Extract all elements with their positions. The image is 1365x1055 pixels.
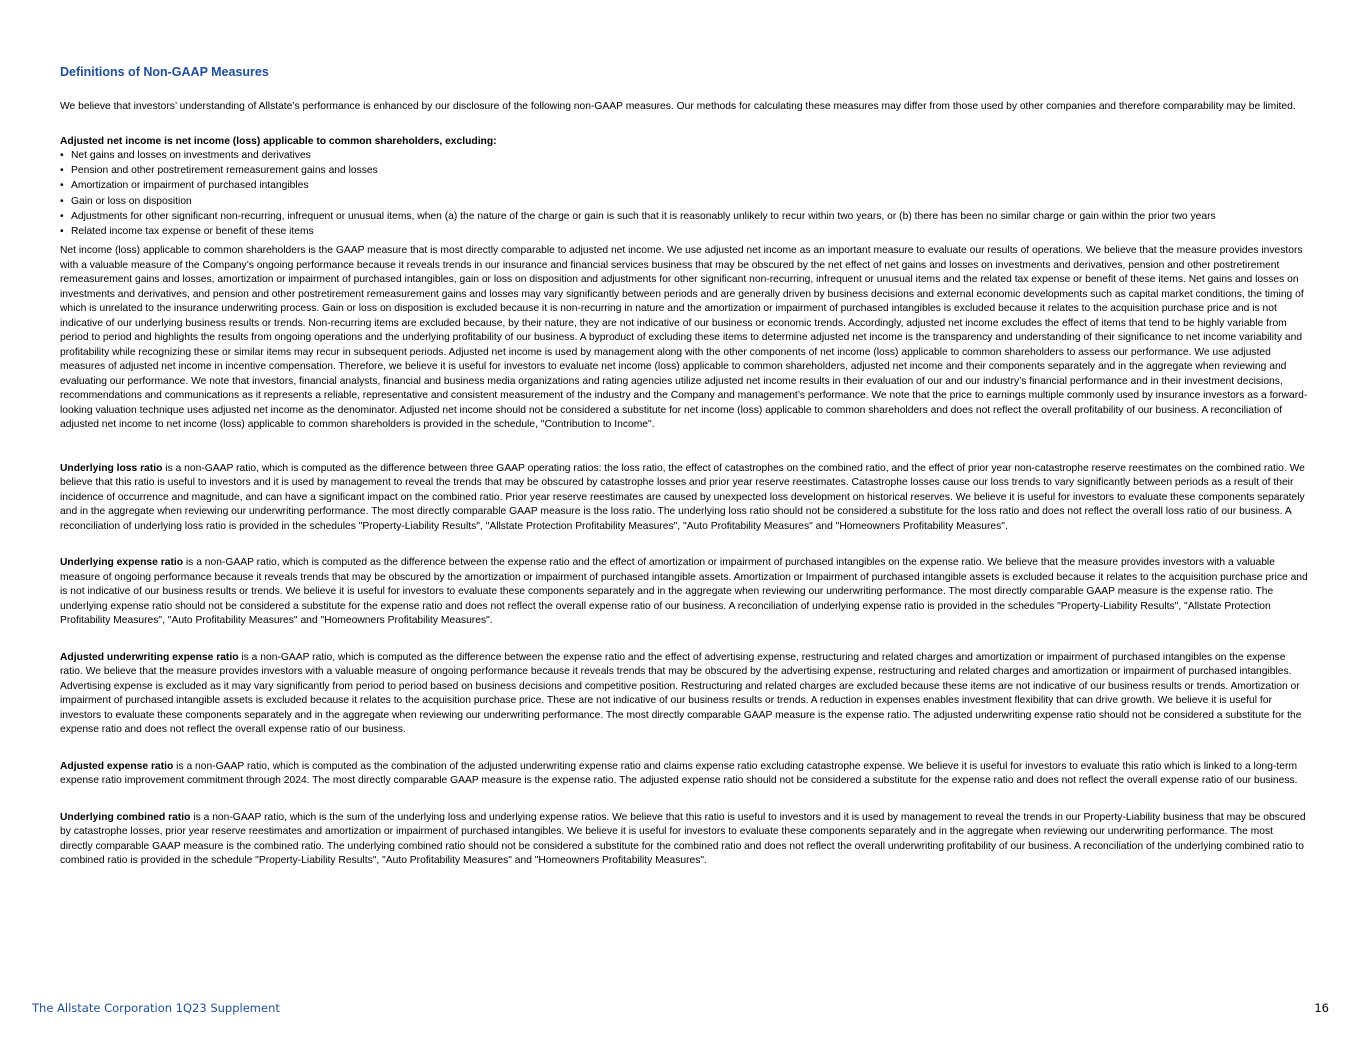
term-label: Adjusted underwriting expense ratio	[60, 651, 239, 663]
list-item: • Related income tax expense or benefit of these items	[60, 225, 1308, 240]
list-item: • Net gains and losses on investments and derivatives	[60, 149, 1308, 164]
document-body	[60, 64, 1308, 891]
page-title: Definitions of Non-GAAP Measures	[60, 65, 269, 79]
adjusted-expense-ratio-paragraph: Adjusted expense ratio is a non-GAAP ratio, which is computed as the combination of the adjusted underwriting expense ratio and claims expense ratio excluding catastrophe expense. We believe it is useful for investors to evaluate this ratio which is linked to a long-term expense ratio improvement commitment through 2024. The most directly comparable GAAP measure is the expense ratio. The adjusted expense ratio should not be considered a substitute for the expense ratio and does not reflect the overall expense ratio of our business.	[60, 760, 1298, 787]
list-item: • Amortization or impairment of purchased intangibles	[60, 179, 1308, 194]
page-number: 16	[1314, 1001, 1329, 1015]
term-label: Adjusted expense ratio	[60, 760, 174, 772]
term-label: Underlying combined ratio	[60, 811, 191, 823]
adjusted-net-income-paragraph: Net income (loss) applicable to common shareholders is the GAAP measure that is most directly comparable to adjusted net income. We use adjusted net income as an important measure to evaluate our results of operations. We believe that the measure provides investors with a valuable measure of the Company’s ongoing performance because it reveals trends in our insurance and financial services business that may be obscured by the net effect of net gains and losses on investments and derivatives, pension and other postretirement remeasurement gains and losses, amortization or impairment of purchased intangibles, gain or loss on disposition and adjustments for other significant non-recurring, infrequent or unusual items and the related tax expense or benefit of these items. Net gains and losses on investments and derivatives, and pension and other postretirement remeasurement gains and losses may vary significantly between periods and are generally driven by business decisions and external economic developments such as capital market conditions, the timing of which is unrelated to the insurance underwriting process. Gain or loss on disposition is excluded because it is non-recurring in nature and the amortization or impairment of purchased intangibles is excluded because it relates to the acquisition purchase price and is not indicative of our underlying business results or trends. Non-recurring items are excluded because, by their nature, they are not indicative of our business or economic trends. Accordingly, adjusted net income excludes the effect of items that tend to be highly variable from period to period and highlights the results from ongoing operations and the underlying profitability of our business. A byproduct of excluding these items to determine adjusted net income is the transparency and understanding of their significance to net income variability and profitability while recognizing these or similar items may recur in subsequent periods. Adjusted net income is used by management along with the other components of net income (loss) applicable to common shareholders to assess our performance. We use adjusted measures of adjusted net income in incentive compensation. Therefore, we believe it is useful for investors to evaluate net income (loss) applicable to common shareholders, adjusted net income and their components separately and in the aggregate when reviewing and evaluating our performance. We note that investors, financial analysts, financial and business media organizations and rating agencies utilize adjusted net income results in their evaluation of our and our industry’s financial performance and in their investment decisions, recommendations and communications as it represents a reliable, representative and consistent measurement of the industry and the Company and management’s performance. We note that the price to earnings multiple commonly used by insurance investors as a forward-looking valuation technique uses adjusted net income as the denominator. Adjusted net income should not be considered a substitute for net income (loss) applicable to common shareholders and does not reflect the overall profitability of our business. A reconciliation of adjusted net income to net income (loss) applicable to common shareholders is provided in the schedule, "Contribution to Income".	[60, 245, 1308, 431]
adjusted-net-income-exclusions-list	[60, 149, 1308, 239]
footer-document-title: The Allstate Corporation 1Q23 Supplement	[32, 1001, 280, 1015]
bullet-icon: •	[60, 165, 64, 177]
list-item: • Gain or loss on disposition	[60, 195, 1308, 210]
list-item: • Pension and other postretirement remeasurement gains and losses	[60, 164, 1308, 179]
adjusted-underwriting-expense-ratio-paragraph: Adjusted underwriting expense ratio is a non-GAAP ratio, which is computed as the difference between the expense ratio and the effect of advertising expense, restructuring and related charges and amortization or impairment of purchased intangibles on the expense ratio. We believe that the measure provides investors with a valuable measure of ongoing performance because it reveals trends that may be obscured by the advertising expense, restructuring and related charges and amortization or impairment of purchased intangibles. Advertising expense is excluded as it may vary significantly from period to period based on business decisions and competitive position. Restructuring and related charges are excluded because these items are not indicative of our business results or trends. Amortization or impairment of purchased intangible assets is excluded because it relates to the acquisition purchase price. These are not indicative of our business results or trends. A reduction in expenses enables investment flexibility that can drive growth. We believe it is useful for investors to evaluate these components separately and in the aggregate when reviewing our underwriting performance. The most directly comparable GAAP measure is the expense ratio. The adjusted underwriting expense ratio should not be considered a substitute for the expense ratio and does not reflect the overall expense ratio of our business.	[60, 651, 1302, 736]
underlying-loss-ratio-paragraph: Underlying loss ratio is a non-GAAP ratio, which is computed as the difference between three GAAP operating ratios: the loss ratio, the effect of catastrophes on the combined ratio, and the effect of prior year non-catastrophe reserve reestimates on the combined ratio. We believe that this ratio is useful to investors and it is used by management to reveal the trends that may be obscured by catastrophe losses and prior year reserve reestimates. Catastrophe losses cause our loss trends to vary significantly between periods as a result of their incidence of occurrence and magnitude, and can have a significant impact on the combined ratio. Prior year reserve reestimates are caused by unexpected loss development on historical reserves. We believe it is useful for investors to evaluate these components separately and in the aggregate when reviewing our underwriting performance. The most directly comparable GAAP measure is the loss ratio. The underlying loss ratio should not be considered a substitute for the loss ratio and does not reflect the overall loss ratio of our business. A reconciliation of underlying loss ratio is provided in the schedules "Property-Liability Results", "Allstate Protection Profitability Measures", "Auto Profitability Measures" and "Homeowners Profitability Measures".	[60, 462, 1305, 532]
bullet-icon: •	[60, 210, 64, 222]
intro-paragraph: We believe that investors’ understanding of Allstate’s performance is enhanced by our disclosure of the following non-GAAP measures. Our methods for calculating these measures may differ from those used by other companies and therefore comparability may be limited.	[60, 101, 1296, 112]
bullet-icon: •	[60, 195, 64, 207]
list-item: • Adjustments for other significant non-recurring, infrequent or unusual items, when (a) the nature of the charge or gain is such that it is reasonably unlikely to recur within two years, or (b) there has been no similar charge or gain within the prior two years	[60, 210, 1308, 225]
bullet-icon: •	[60, 150, 64, 161]
term-label: Underlying loss ratio	[60, 462, 163, 474]
term-label: Underlying expense ratio	[60, 557, 184, 569]
adjusted-net-income-heading: Adjusted net income is net income (loss) applicable to common shareholders, excluding:	[60, 135, 497, 147]
underlying-combined-ratio-paragraph: Underlying combined ratio is a non-GAAP ratio, which is the sum of the underlying loss and underlying expense ratios. We believe that this ratio is useful to investors and it is used by management to reveal the trends in our Property-Liability business that may be obscured by catastrophe losses, prior year reserve reestimates and amortization or impairment of purchased intangibles. We believe it is useful for investors to evaluate these components separately and in the aggregate when reviewing our underwriting performance. The most directly comparable GAAP measure is the combined ratio. The underlying combined ratio should not be considered a substitute for the combined ratio and does not reflect the overall underwriting profitability of our business. A reconciliation of the underlying combined ratio to combined ratio is provided in the schedule "Property-Liability Results", "Auto Profitability Measures" and "Homeowners Profitability Measures".	[60, 811, 1306, 867]
underlying-expense-ratio-paragraph: Underlying expense ratio is a non-GAAP ratio, which is computed as the difference between the expense ratio and the effect of amortization or impairment of purchased intangibles on the expense ratio. We believe that the measure provides investors with a valuable measure of ongoing performance because it reveals trends that may be obscured by the amortization or impairment of purchased intangible assets. Amortization or Impairment of purchased intangible assets is excluded because it relates to the acquisition purchase price and is not indicative of our business results or trends. We believe it is useful for investors to evaluate these components separately and in the aggregate when reviewing our underwriting performance. The most directly comparable GAAP measure is the expense ratio. The underlying expense ratio should not be considered a substitute for the expense ratio and does not reflect the overall expense ratio of our business. A reconciliation of underlying expense ratio is provided in the schedules "Property-Liability Results", "Allstate Protection Profitability Measures", "Auto Profitability Measures" and "Homeowners Profitability Measures".	[60, 557, 1308, 627]
bullet-icon: •	[60, 180, 64, 192]
bullet-icon: •	[60, 225, 64, 237]
